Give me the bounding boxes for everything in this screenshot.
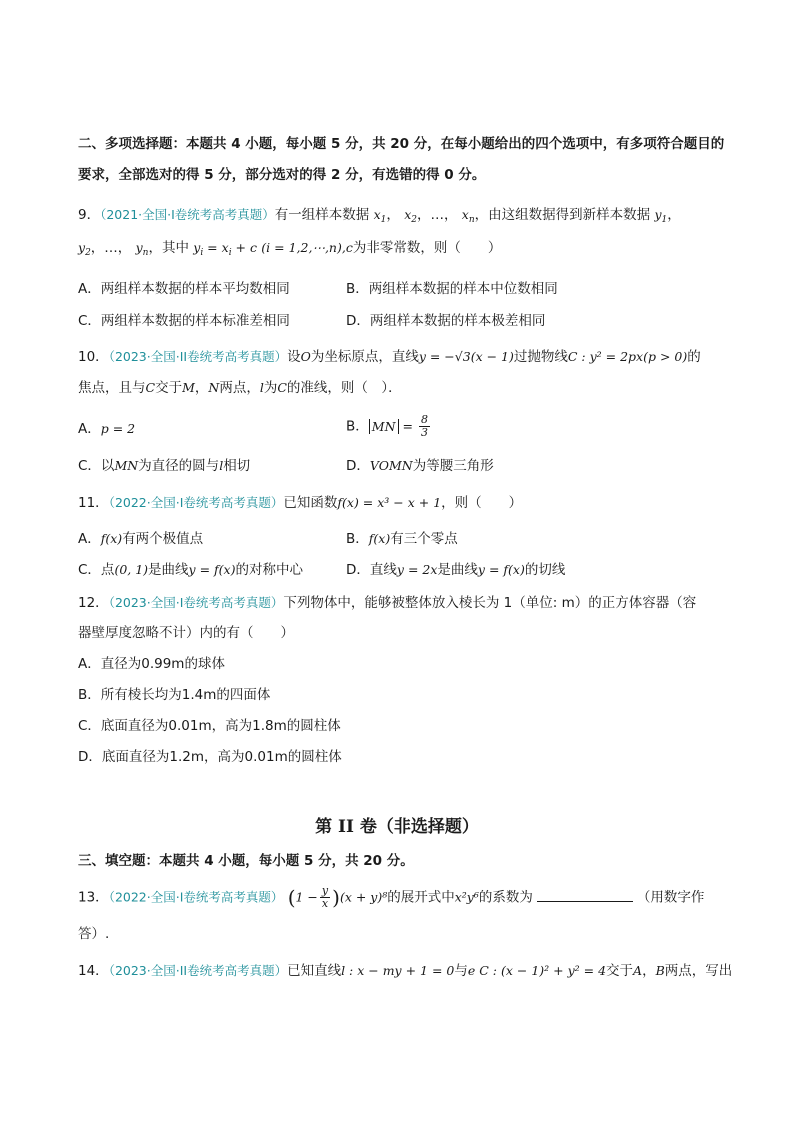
q11-number: 11． xyxy=(78,495,109,511)
q14-circle: e C : (x − 1)² + y² = 4 xyxy=(467,963,607,978)
q9-text2: ，由这组数据得到新样本数据 xyxy=(474,207,651,223)
section2-label: 二、多项选择题： xyxy=(78,136,186,152)
q10-option-b: B． MN = $\frac{8}{3}$ xyxy=(346,413,428,439)
q11-option-d: D．直线y = 2x是曲线y = f(x)的切线 xyxy=(346,562,566,578)
q9-option-c: C．两组样本数据的样本标准差相同 xyxy=(78,313,290,329)
q11-option-a: A．f(x)有两个极值点 xyxy=(78,531,204,547)
section2-header-line1 xyxy=(78,134,724,154)
q10-line-equation: y = −√3(x − 1) xyxy=(418,349,514,364)
q13-expression: (x + y)⁸ xyxy=(339,889,388,905)
q12-option-c: C．底面直径为0.01m，高为1.8m的圆柱体 xyxy=(78,718,341,734)
q9-option-a: A．两组样本数据的样本平均数相同 xyxy=(78,281,290,297)
q10-parabola: C : y² = 2px(p > 0) xyxy=(567,349,688,364)
q9-number: 9． xyxy=(78,207,101,223)
q9-line2: $y_2$，…， $y_n$，其中 $y_i = x_i + c$ (i = 1,2,⋯,n),c为非零常数，则（ ） xyxy=(78,240,502,258)
q10-option-a: A．p = 2 xyxy=(78,421,136,437)
q9-option-b: B．两组样本数据的样本中位数相同 xyxy=(346,281,558,297)
q10-option-c: C．以MN为直径的圆与l相切 xyxy=(78,458,251,474)
q9-formula: $y_i = x_i + c$ xyxy=(193,240,257,258)
q10-line1: 10．（2023·全国·II卷统考高考真题）设O为坐标原点，直线y = −√3(x − 1)过抛物线C : y² = 2px(p > 0)的 xyxy=(78,349,701,365)
q9-condition: (i = 1,2,⋯,n),c xyxy=(261,240,353,255)
q11-option-b: B．f(x)有三个零点 xyxy=(346,531,458,547)
q13-answer-blank[interactable] xyxy=(537,887,633,902)
q13-line1: 13．（2022·全国·I卷统考高考真题） (1 − $\frac{y}{x}$ )(x + y)⁸的展开式中x²y⁶的系数为 （用数字作 xyxy=(78,884,705,910)
q14-source: （2023·全国·II卷统考高考真题） xyxy=(108,963,288,978)
q12-line1: 12．（2023·全国·I卷统考高考真题）下列物体中，能够被整体放入棱长为 1（单位: m）的正方体容器（容 xyxy=(78,595,697,611)
section2-header-line2: 要求，全部选对的得 5 分，部分选对的得 2 分，有选错的得 0 分。 xyxy=(78,167,486,183)
q9-source: （2021·全国·I卷统考高考真题） xyxy=(100,207,275,222)
q14-line1: 14．（2023·全国·II卷统考高考真题）已知直线l : x − my + 1 = 0与e C : (x − 1)² + y² = 4交于A，B两点，写出 xyxy=(78,963,733,979)
q12-source: （2023·全国·I卷统考高考真题） xyxy=(108,595,284,610)
q13-number: 13． xyxy=(78,889,109,906)
q9-text4: 为非零常数，则（ ） xyxy=(352,240,502,256)
part2-title: 第 II 卷（非选择题） xyxy=(315,817,479,837)
q10-option-d: D．VOMN为等腰三角形 xyxy=(346,458,494,474)
q11-line1: 11．（2022·全国·I卷统考高考真题）已知函数f(x) = x³ − x + 1，则（ ） xyxy=(78,495,523,511)
q12-number: 12． xyxy=(78,595,109,611)
q12-option-a: A．直径为0.99m的球体 xyxy=(78,656,225,672)
q13-source: （2022·全国·I卷统考高考真题） xyxy=(108,889,284,905)
section3-header: 三、填空题：本题共 4 小题，每小题 5 分，共 20 分。 xyxy=(78,853,414,869)
q9-line1: 9．（2021·全国·I卷统考高考真题）有一组样本数据 $x_1$， $x_2$，…， $x_n$，由这组数据得到新样本数据 $y_1$， xyxy=(78,207,681,225)
q14-number: 14． xyxy=(78,963,109,979)
q9-option-d: D．两组样本数据的样本极差相同 xyxy=(346,313,546,329)
q14-line-equation: l : x − my + 1 = 0 xyxy=(341,963,455,978)
q10-number: 10． xyxy=(78,349,109,365)
q9-text3: ，其中 xyxy=(148,240,189,256)
q11-source: （2022·全国·I卷统考高考真题） xyxy=(108,495,284,510)
q10-source: （2023·全国·II卷统考高考真题） xyxy=(108,349,288,364)
section2-rules: 本题共 4 小题，每小题 5 分，共 20 分，在每小题给出的四个选项中，有多项符合题目的 xyxy=(186,136,725,152)
q12-line2: 器壁厚度忽略不计）内的有（ ） xyxy=(78,625,294,641)
q13-line2: 答）. xyxy=(78,926,110,942)
q9-text1: 有一组样本数据 xyxy=(274,207,370,223)
q11-function: f(x) = x³ − x + 1 xyxy=(337,495,442,510)
q12-option-b: B．所有棱长均为1.4m的四面体 xyxy=(78,687,271,703)
q12-option-d: D．底面直径为1.2m，高为0.01m的圆柱体 xyxy=(78,749,342,765)
q10-line2: 焦点，且与C交于M，N两点，l为C的准线，则（ ）． xyxy=(78,380,402,396)
q11-option-c: C．点(0, 1)是曲线y = f(x)的对称中心 xyxy=(78,562,303,578)
